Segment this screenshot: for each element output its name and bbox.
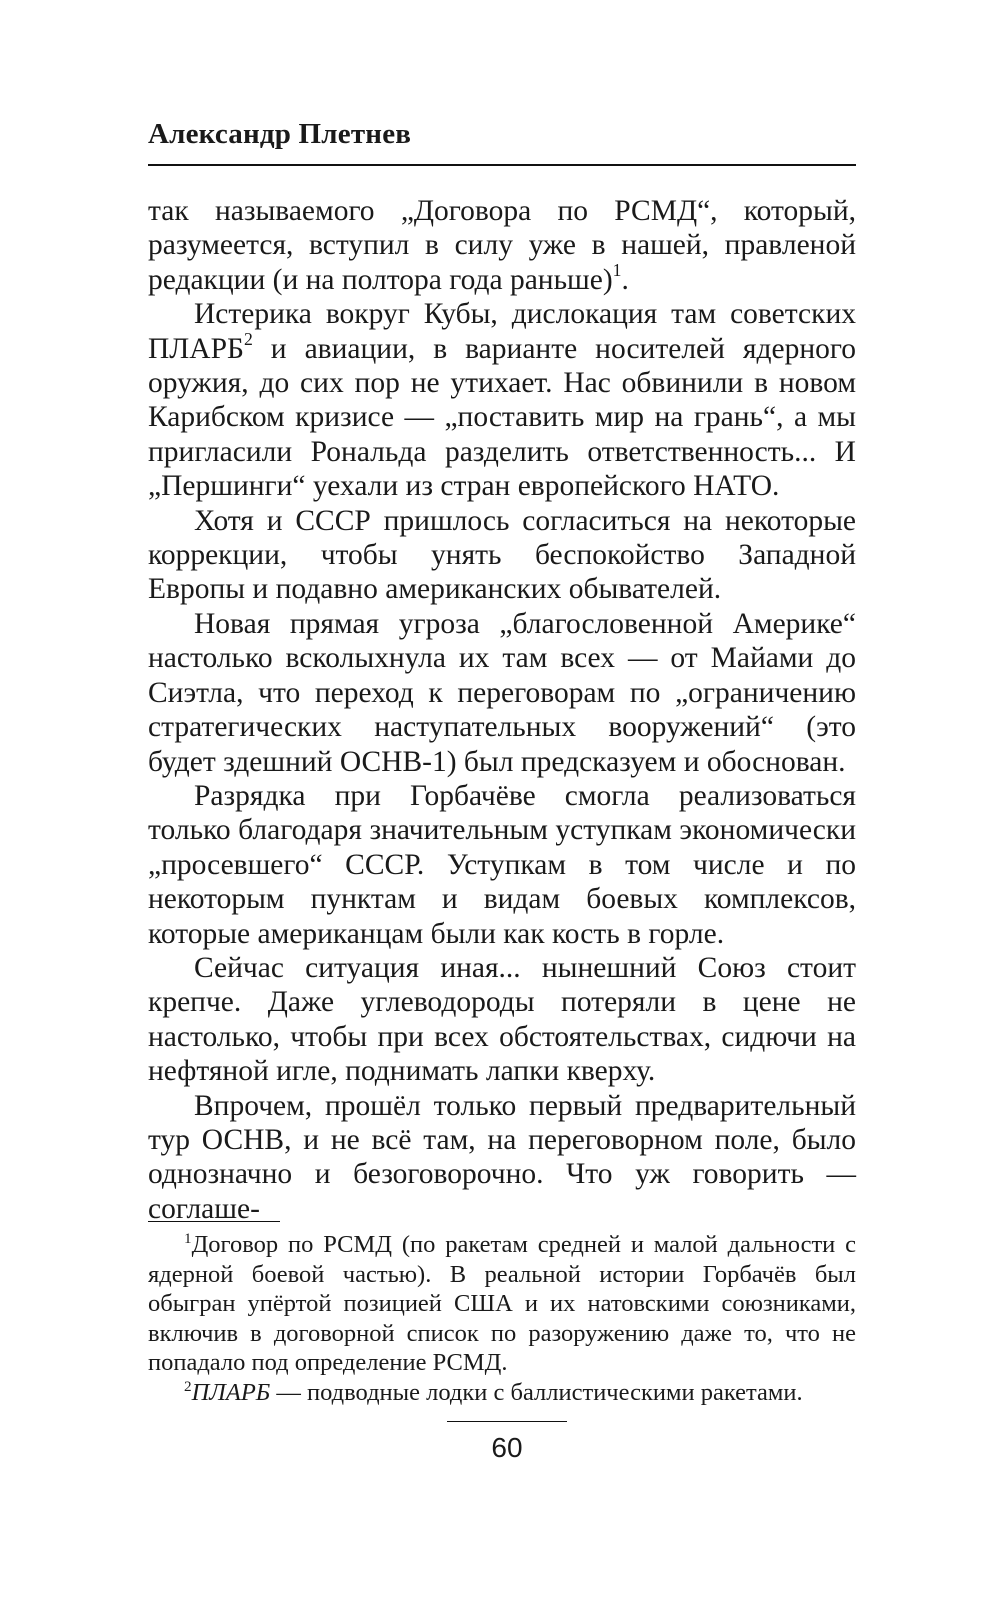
- paragraph: [148, 297, 856, 503]
- page-number-rule: [447, 1421, 567, 1422]
- footnote-text: Договор по РСМД (по ракетам средней и малой дальности с ядерной боевой частью). В реальной истории Горбачёв был обыгран упёртой позицией США и их натовскими союзниками, включив в договорной список по разоружению даже то, что не попадало под определение РСМД.: [148, 1231, 856, 1376]
- paragraph: Хотя и СССР пришлось согласиться на некоторые коррекции, чтобы унять беспокойство Западной Европы и подавно американских обывателей.: [148, 504, 856, 606]
- footnote-text: — подводные лодки с баллистическими ракетами.: [270, 1378, 803, 1406]
- paragraph-text: так называемого „Договора по РСМД“, который, разумеется, вступил в силу уже в нашей, правленой редакции (и на полтора года раньше): [148, 195, 856, 296]
- paragraph-tail: .: [621, 263, 629, 296]
- running-head-author: Александр Плетнев: [148, 118, 412, 150]
- paragraph: Разрядка при Горбачёве смогла реализоваться только благодаря значительным уступкам экономически „просевшего“ СССР. Уступкам в том числе и по некоторым пунктам и видам боевых комплексов, которые американцам были как кость в горле.: [148, 779, 856, 950]
- paragraph: Сейчас ситуация иная... нынешний Союз стоит крепче. Даже углеводороды потеряли в цене не настолько, чтобы при всех обстоятельствах, сидючи на нефтяной игле, поднимать лапки кверху.: [148, 951, 856, 1088]
- footnote-rule: [148, 1221, 280, 1222]
- paragraph-text: Истерика вокруг Кубы, дислокация там советских ПЛАРБ: [148, 298, 856, 365]
- header-rule: [148, 164, 856, 166]
- footnote-ref: 1: [612, 260, 622, 281]
- footnote-number: 2: [184, 1377, 192, 1395]
- footnote: [148, 1378, 856, 1408]
- footnote: [148, 1230, 856, 1378]
- paragraph-tail: и авиации, в варианте носителей ядерного оружия, до сих пор не утихает. Нас обвинили в новом Карибском кризисе — „поставить мир на грань“, а мы пригласили Рональда разделить ответственность... И „Першинги“ уехали из стран европейского НАТО.: [148, 332, 856, 503]
- paragraph: Впрочем, прошёл только первый предварительный тур ОСНВ, и не всё там, на переговорном поле, было однозначно и безоговорочно. Что уж говорить — соглаше-: [148, 1089, 856, 1225]
- paragraph: Новая прямая угроза „благословенной Америке“ настолько всколыхнула их там всех — от Майами до Сиэтла, что переход к переговорам по „ограничению стратегических наступательных вооружений“ (это будет здешний ОСНВ-1) был предсказуем и обоснован.: [148, 607, 856, 778]
- footnote-number: 1: [184, 1229, 192, 1247]
- page-number: 60: [491, 1432, 523, 1463]
- body-text: [148, 194, 856, 1226]
- footnote-term: ПЛАРБ: [191, 1378, 271, 1406]
- paragraph: [148, 194, 856, 297]
- footnotes: [148, 1230, 856, 1407]
- footnote-ref: 2: [243, 329, 253, 350]
